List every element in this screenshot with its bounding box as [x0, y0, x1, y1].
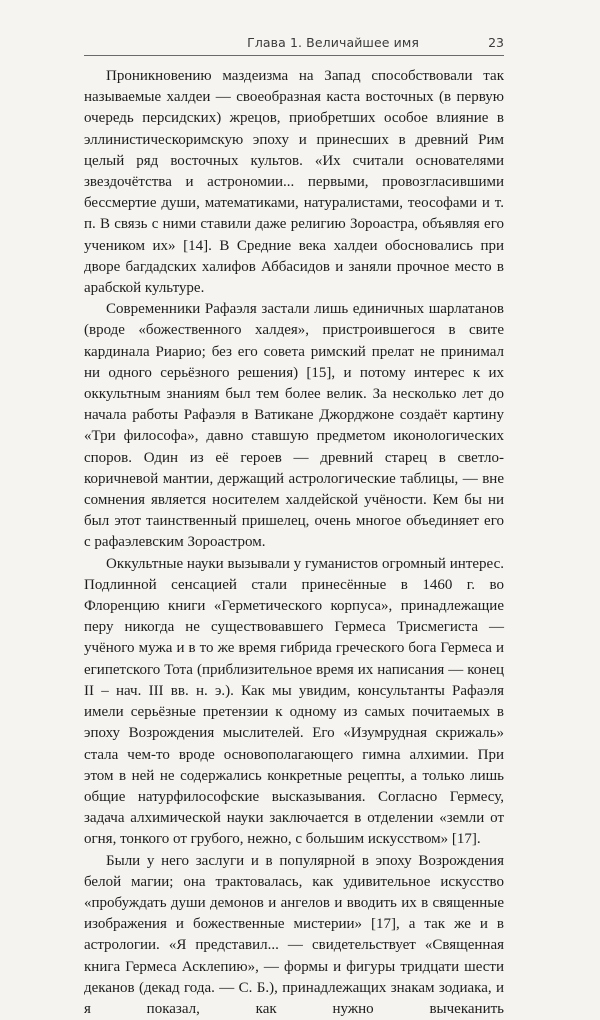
- running-head: [84, 33, 504, 53]
- paragraph: Современники Рафаэля застали лишь единичных шарлатанов (вроде «божественного халдея», пристроившегося в свите кардинала Риарио; без его совета римский прелат не принимал ни одного серьёзного решения) [15], и потому интерес к их оккультным знаниям был тем более велик. За несколько лет до начала работы Рафаэля в Ватикане Джорджоне создаёт картину «Три философа», давно ставшую предметом иконологических споров. Один из её героев — древний старец в светло-коричневой мантии, держащий астрологические таблицы, — вне сомнения является носителем халдейской учёности. Кем бы ни был этот таинственный пришелец, очень многое объединяет его с рафаэлевским Зороастром.: [84, 301, 504, 551]
- paragraph: Оккультные науки вызывали у гуманистов огромный интерес. Подлинной сенсацией стали принесённые в 1460 г. во Флоренцию книги «Герметического корпуса», принадлежащие перу никогда не существовавшего Гермеса Трисмегиста — учёного мужа и в то же время гибрида греческого бога Гермеса и египетского Тота (приблизительное время их написания — конец II – нач. III вв. н. э.). Как мы увидим, консультанты Рафаэля имели серьёзные претензии к одному из самых почитаемых в эпоху Возрождения мыслителей. Его «Изумрудная скрижаль» стала чем-то вроде основополагающего гимна алхимии. При этом в ней не содержались конкретные рецепты, а только лишь общие натурфилософские высказывания. Согласно Гермесу, задача алхимической науки заключается в отделении «земли от огня, тонкого от грубого, нежно, с большим искусством» [17].: [84, 555, 504, 848]
- chapter-title: Глава 1. Величайшее имя: [247, 35, 419, 50]
- body-text: [84, 66, 504, 1020]
- header-rule: [84, 55, 504, 56]
- paragraph: Проникновению маздеизма на Запад способствовали так называемые халдеи — своеобразная каста восточных (в первую очередь персидских) жрецов, приобретших особое влияние в эллинистическоримскую эпоху и принесших в древний Рим целый ряд восточных культов. «Их считали основателями звездочётства и астрономии... первыми, провозгласившими бессмертие души, математиками, натуралистами, теософами и т. п. В связь с ними ставили даже религию Зороастра, объявляя его учеником их» [14]. В Средние века халдеи обосновались при дворе багдадских халифов Аббасидов и заняли прочное место в арабской культуре.: [84, 68, 504, 297]
- page-number: 23: [488, 35, 504, 50]
- paragraph: Были у него заслуги и в популярной в эпоху Возрождения белой магии; она трактовалась, как удивительное искусство «пробуждать души демонов и ангелов и вводить их в священные изображения и божественные мистерии» [17], а так же и в астрологии. «Я представил... — свидетельствует «Священная книга Гермеса Асклепию», — формы и фигуры тридцати шести деканов (декад года. — С. Б.), принадлежащих знакам зодиака, и я показал, как нужно вычеканить: [84, 852, 504, 1017]
